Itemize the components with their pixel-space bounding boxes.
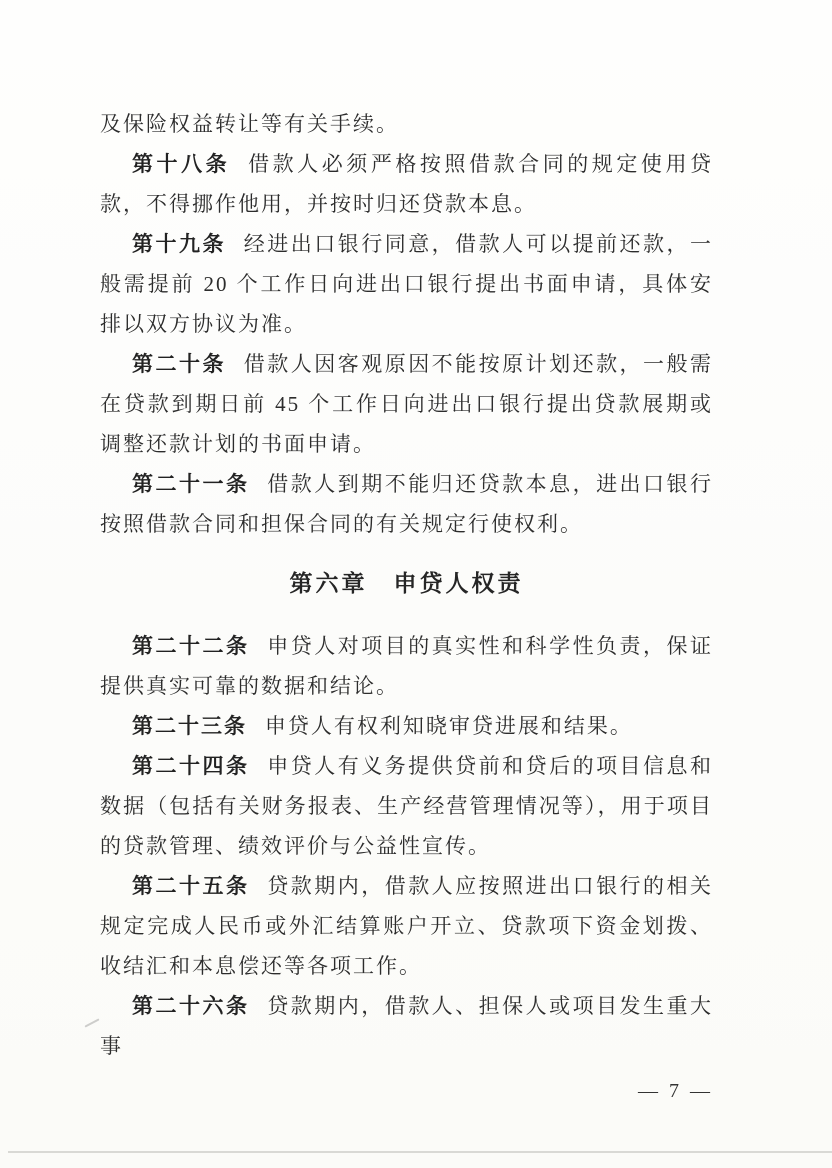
article-number-label: 第二十五条 <box>132 874 250 898</box>
article-paragraph <box>100 144 713 224</box>
article-paragraph <box>100 464 713 544</box>
article-body-text: 经进出口银行同意，借款人可以提前还款，一般需提前 20 个工作日向进出口银行提出书面申请，具体安排以双方协议为准。 <box>100 232 714 336</box>
article-number-label: 第二十二条 <box>132 634 250 658</box>
article-body-text: 申贷人对项目的真实性和科学性负责，保证提供真实可靠的数据和结论。 <box>100 634 714 698</box>
article-number-label: 第二十一条 <box>132 472 250 496</box>
article-number-label: 第二十三条 <box>132 714 247 738</box>
article-number-label: 第二十条 <box>132 352 226 376</box>
article-body-text: 贷款期内，借款人、担保人或项目发生重大事 <box>100 994 714 1058</box>
article-paragraph <box>100 224 713 344</box>
article-body-text: 借款人必须严格按照借款合同的规定使用贷款，不得挪作他用，并按时归还贷款本息。 <box>100 152 714 216</box>
article-body-text: 申贷人有权利知晓审贷进展和结果。 <box>264 714 633 738</box>
scan-edge-line <box>8 1151 832 1153</box>
body-paragraph <box>100 104 713 144</box>
scan-artifact-mark <box>84 1018 99 1027</box>
article-paragraph <box>100 866 713 986</box>
article-paragraph <box>100 746 713 866</box>
article-paragraph <box>100 626 713 706</box>
article-body-text: 申贷人有义务提供贷前和贷后的项目信息和数据（包括有关财务报表、生产经营管理情况等），用于项目的贷款管理、绩效评价与公益性宣传。 <box>100 754 714 858</box>
chapter-heading: 第六章 申贷人权责 <box>289 571 524 596</box>
article-number-label: 第二十六条 <box>132 994 250 1018</box>
article-paragraph <box>100 986 713 1066</box>
page-number: — 7 — <box>638 1080 713 1102</box>
article-body-text: 借款人因客观原因不能按原计划还款，一般需在贷款到期日前 45 个工作日向进出口银行提出贷款展期或调整还款计划的书面申请。 <box>100 352 714 456</box>
article-body-text: 借款人到期不能归还贷款本息，进出口银行按照借款合同和担保合同的有关规定行使权利。 <box>100 472 714 536</box>
article-body-text: 贷款期内，借款人应按照进出口银行的相关规定完成人民币或外汇结算账户开立、贷款项下资金划拨、收结汇和本息偿还等各项工作。 <box>100 874 714 978</box>
article-paragraph <box>100 706 713 746</box>
article-paragraph <box>100 344 713 464</box>
article-number-label: 第二十四条 <box>132 754 250 778</box>
article-body-text: 及保险权益转让等有关手续。 <box>100 112 399 136</box>
document-content <box>100 104 713 1103</box>
article-number-label: 第十八条 <box>132 152 231 176</box>
article-number-label: 第十九条 <box>132 232 226 256</box>
